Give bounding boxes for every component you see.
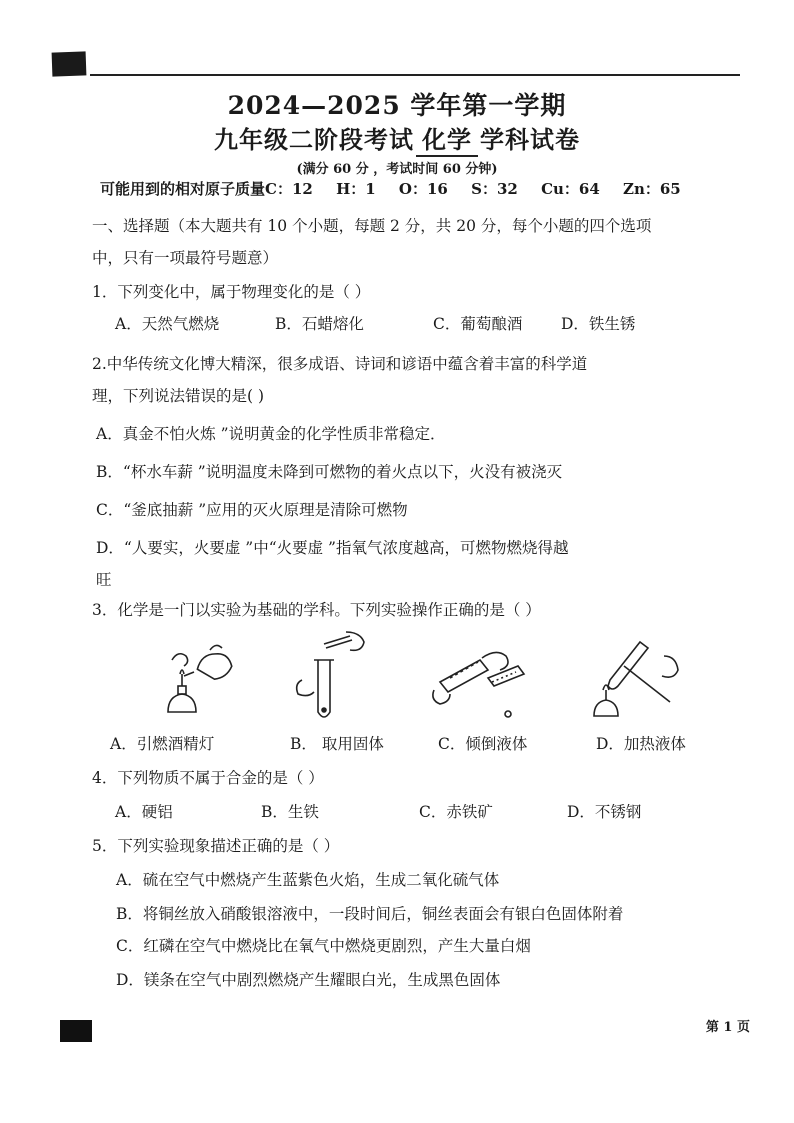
scan-corner-mark-bottom bbox=[60, 1020, 92, 1042]
q1-option-a: A．天然气燃烧 bbox=[115, 315, 220, 333]
q3-option-b: B． 取用固体 bbox=[290, 735, 384, 753]
pouring-liquid-figure bbox=[430, 630, 540, 725]
q4-option-a: A．硬铝 bbox=[115, 803, 173, 821]
section1-heading: 一、选择题（本大题共有 10 个小题，每题 2 分，共 20 分，每个小题的四个选项 bbox=[92, 217, 652, 235]
q2-option-b: B．“杯水车薪 ”说明温度未降到可燃物的着火点以下，火没有被浇灭 bbox=[96, 463, 563, 481]
atomic-mass-item: 可能用到的相对原子质量C：12 bbox=[100, 180, 313, 198]
header-rule bbox=[90, 74, 740, 76]
q4-option-d: D．不锈钢 bbox=[567, 803, 642, 821]
q2-option-a: A．真金不怕火炼 ”说明黄金的化学性质非常稳定． bbox=[96, 425, 446, 443]
q2-stem: 2.中华传统文化博大精深，很多成语、诗词和谚语中蕴含着丰富的科学道 bbox=[92, 355, 588, 373]
q3-figures bbox=[150, 630, 710, 725]
exam-title-line1: 2024—2025 学年第一学期 bbox=[227, 91, 567, 120]
section1-heading-cont: 中，只有一项最符号题意） bbox=[92, 249, 279, 267]
page-number: 第 1 页 bbox=[705, 1020, 750, 1035]
q1-options bbox=[115, 312, 635, 334]
q3-option-d: D．加热液体 bbox=[596, 735, 686, 753]
q3-options bbox=[110, 732, 686, 754]
q4-stem: 4．下列物质不属于合金的是（ ） bbox=[92, 769, 324, 787]
q4-options bbox=[115, 800, 641, 822]
atomic-mass-item: Cu：64 bbox=[541, 180, 600, 198]
q4-option-c: C．赤铁矿 bbox=[419, 803, 493, 821]
q3-option-a: A．引燃酒精灯 bbox=[110, 735, 215, 753]
q1-option-c: C．葡萄酿酒 bbox=[433, 315, 523, 333]
scan-corner-mark bbox=[52, 51, 87, 76]
atomic-mass-item: S：32 bbox=[471, 180, 518, 198]
alcohol-lamp-lighting-figure bbox=[150, 630, 260, 725]
exam-note: (满分 60 分 ，考试时间 60 分钟) bbox=[296, 162, 498, 177]
q2-option-c: C．“釜底抽薪 ”应用的灭火原理是清除可燃物 bbox=[96, 501, 408, 519]
atomic-mass-item: O：16 bbox=[398, 180, 448, 198]
q3-option-c: C．倾倒液体 bbox=[438, 735, 528, 753]
heating-liquid-figure bbox=[580, 630, 690, 725]
atomic-mass-item: Zn：65 bbox=[623, 180, 681, 198]
q5-option-a: A．硫在空气中燃烧产生蓝紫色火焰，生成二氧化硫气体 bbox=[116, 871, 500, 889]
exam-title-line2 bbox=[0, 120, 794, 157]
q2-option-d-cont: 旺 bbox=[96, 571, 112, 589]
q1-option-d: D．铁生锈 bbox=[561, 315, 636, 333]
q5-option-b: B．将铜丝放入硝酸银溶液中，一段时间后，铜丝表面会有银白色固体附着 bbox=[116, 905, 624, 923]
q1-stem: 1．下列变化中，属于物理变化的是（ ） bbox=[92, 283, 371, 301]
test-tube-solid-figure bbox=[290, 630, 400, 725]
exam-subject: 化学 bbox=[416, 120, 478, 157]
q4-option-b: B．生铁 bbox=[261, 803, 319, 821]
q3-stem: 3．化学是一门以实验为基础的学科。下列实验操作正确的是（ ） bbox=[92, 601, 541, 619]
exam-title-suffix: 学科试卷 bbox=[480, 125, 580, 154]
q2-stem-cont: 理，下列说法错误的是( ) bbox=[92, 387, 265, 405]
q5-stem: 5．下列实验现象描述正确的是（ ） bbox=[92, 837, 340, 855]
exam-title-prefix: 九年级二阶段考试 bbox=[214, 125, 414, 154]
atomic-mass-line bbox=[100, 178, 699, 199]
atomic-mass-item: H：1 bbox=[336, 180, 376, 198]
q1-option-b: B．石蜡熔化 bbox=[275, 315, 364, 333]
q5-option-d: D．镁条在空气中剧烈燃烧产生耀眼白光，生成黑色固体 bbox=[116, 971, 501, 989]
q2-option-d: D．“人要实，火要虚 ”中“火要虚 ”指氧气浓度越高，可燃物燃烧得越 bbox=[96, 539, 569, 557]
q5-option-c: C．红磷在空气中燃烧比在氧气中燃烧更剧烈，产生大量白烟 bbox=[116, 937, 531, 955]
